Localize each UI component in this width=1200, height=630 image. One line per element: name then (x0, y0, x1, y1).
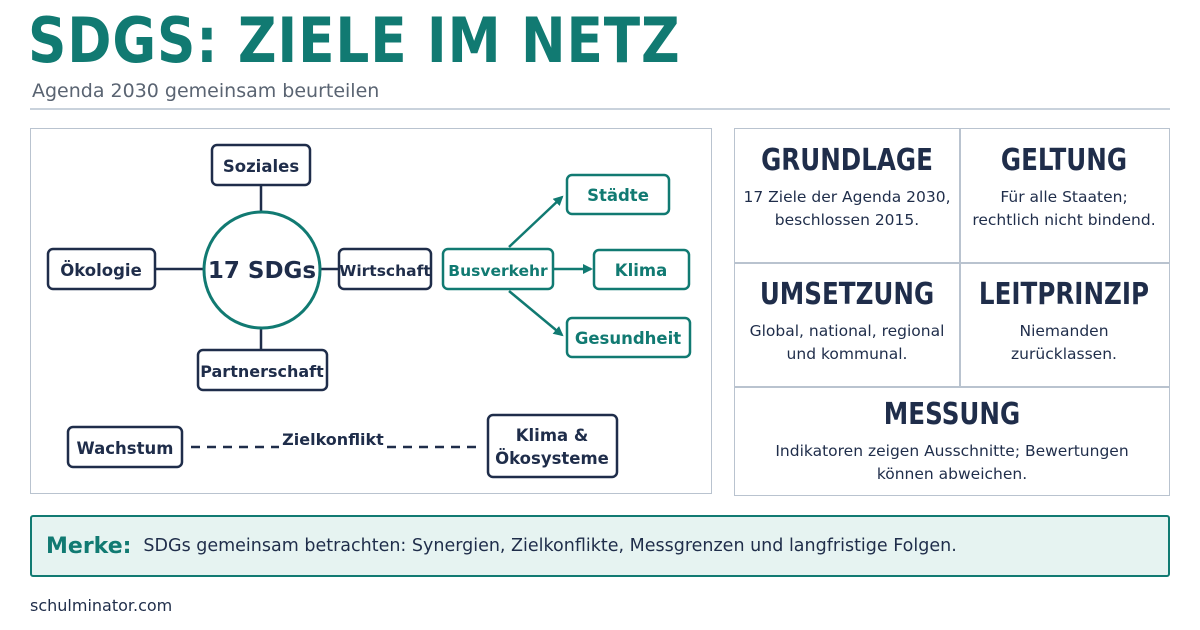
target-klima (594, 250, 689, 289)
fact-text: Global, national, regional und kommunal. (749, 322, 945, 363)
target-gesundheit (567, 318, 690, 357)
dimension-soziales (212, 145, 310, 185)
fact-heading: GRUNDLAGE (761, 143, 933, 178)
target-label: Gesundheit (574, 329, 682, 348)
grid-divider-horizontal (735, 386, 1169, 388)
dimension-wirtschaft (339, 249, 431, 289)
sdg-hub-label: 17 SDGs (207, 258, 317, 284)
dimension-partnerschaft (198, 350, 327, 390)
target-staedte (567, 175, 669, 214)
merke-box (30, 515, 1170, 577)
fact-text: 17 Ziele der Agenda 2030, beschlossen 2015. (743, 188, 951, 229)
page-title: SDGS: ZIELE IM NETZ (28, 4, 681, 77)
merke-text: SDGs gemeinsam betrachten: Synergien, Zielkonflikte, Messgrenzen und langfristige Folgen. (143, 536, 957, 556)
merke-label: Merke: (46, 533, 132, 559)
sdg-diagram-panel (30, 128, 712, 494)
sdg-network-diagram (31, 129, 711, 493)
example-source-label: Busverkehr (448, 262, 548, 280)
page-subtitle: Agenda 2030 gemeinsam beurteilen (32, 80, 380, 102)
fact-geltung (959, 143, 1169, 232)
conflict-left-label: Wachstum (76, 439, 174, 458)
dimension-oekologie (48, 249, 155, 289)
fact-umsetzung (735, 277, 959, 366)
footer-source[interactable]: schulminator.com (30, 596, 173, 615)
target-label: Städte (587, 186, 649, 205)
conflict-klima-oekosysteme (488, 415, 617, 477)
example-busverkehr (443, 249, 553, 289)
target-label: Klima (614, 261, 668, 280)
facts-grid (734, 128, 1170, 496)
grid-divider-horizontal (735, 262, 1169, 264)
dimension-label: Wirtschaft (339, 262, 431, 280)
conflict-right-label-line1: Klima & (515, 426, 589, 445)
fact-messung (755, 397, 1149, 486)
dimension-label: Ökologie (60, 261, 142, 280)
fact-leitprinzip (959, 277, 1169, 366)
dimension-label: Soziales (222, 157, 300, 176)
fact-heading: MESSUNG (883, 397, 1021, 432)
fact-heading: LEITPRINZIP (978, 277, 1150, 312)
fact-text: Niemanden zurücklassen. (1011, 322, 1117, 363)
conflict-wachstum (68, 427, 182, 467)
conflict-right-label-line2: Ökosysteme (495, 449, 609, 468)
fact-grundlage (735, 143, 959, 232)
fact-text: Für alle Staaten; rechtlich nicht bindend. (972, 188, 1156, 229)
header-divider (30, 108, 1170, 110)
fact-heading: UMSETZUNG (759, 277, 935, 312)
conflict-label: Zielkonflikt (282, 430, 384, 449)
dimension-label: Partnerschaft (200, 362, 324, 381)
fact-text: Indikatoren zeigen Ausschnitte; Bewertungen können abweichen. (775, 442, 1129, 483)
fact-heading: GELTUNG (1000, 143, 1128, 178)
